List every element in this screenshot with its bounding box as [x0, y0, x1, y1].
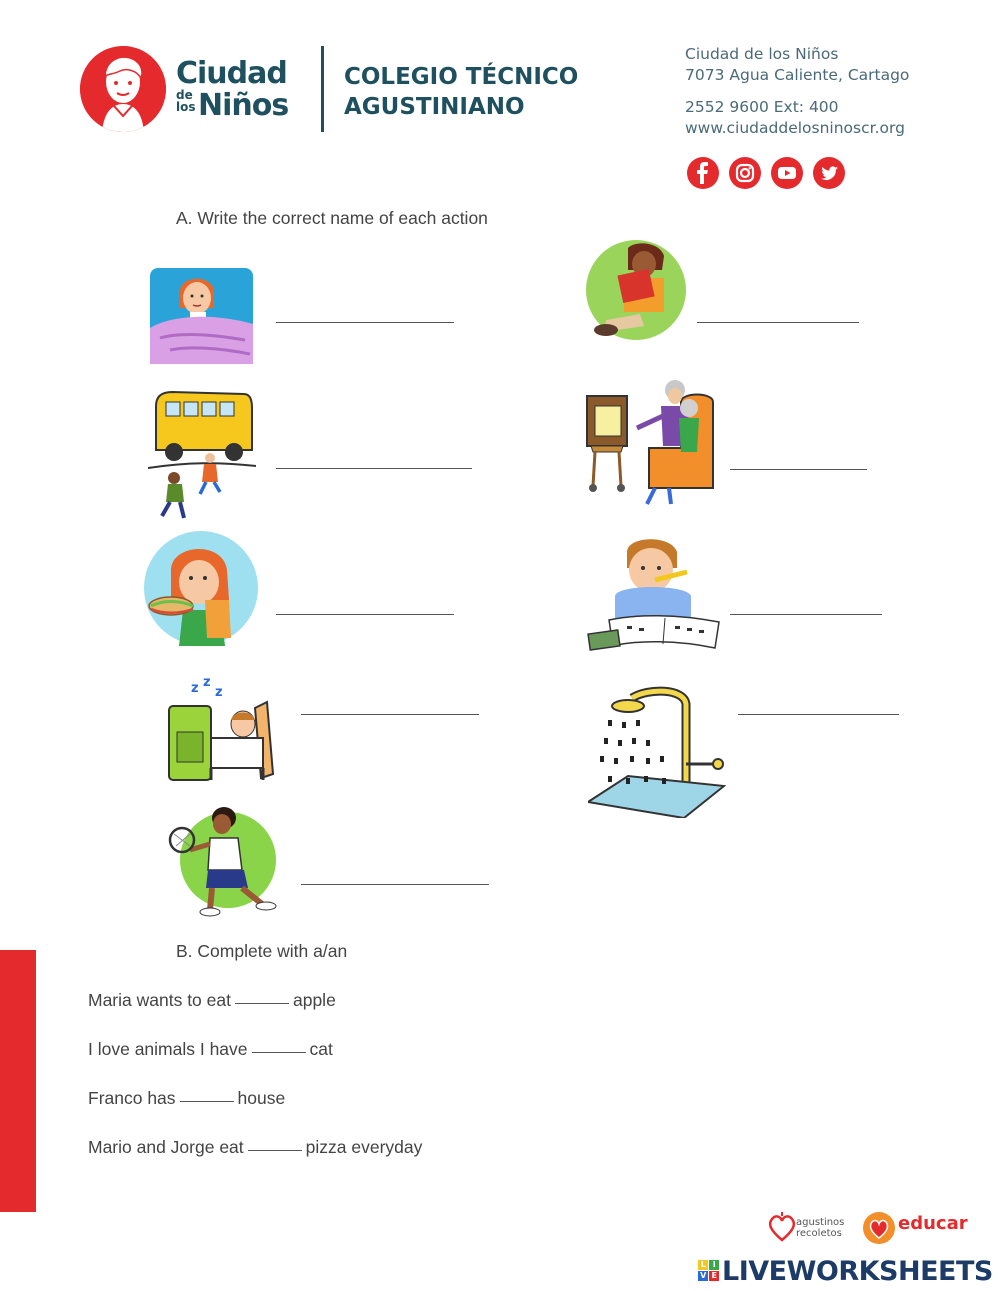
svg-text:z: z — [215, 685, 223, 700]
instagram-icon[interactable] — [729, 157, 761, 189]
answer-blank-4[interactable] — [730, 469, 867, 470]
answer-blank-5[interactable] — [276, 614, 454, 615]
brand-name-line1: Ciudad — [176, 56, 287, 91]
girl-tennis-image — [166, 804, 280, 918]
contact-name: Ciudad de los Niños — [685, 45, 839, 63]
fill-blank-4[interactable] — [248, 1150, 302, 1151]
answer-blank-8[interactable] — [738, 714, 899, 715]
header-divider — [321, 46, 324, 132]
brand-de-text: de — [176, 88, 193, 102]
answer-blank-7[interactable] — [301, 714, 479, 715]
family-watching-tv-image — [585, 376, 717, 506]
contact-info — [685, 44, 909, 139]
section-b-heading: B. Complete with a/an — [176, 941, 348, 961]
educar-text: educar — [898, 1213, 968, 1234]
liveworksheets-box-icon: L I V E — [698, 1260, 720, 1282]
sentence-3 — [88, 1088, 285, 1109]
brand-logo — [80, 46, 166, 132]
contact-phone: 2552 9600 Ext: 400 — [685, 98, 839, 116]
section-a-heading: A. Write the correct name of each action — [176, 208, 488, 228]
fill-blank-3[interactable] — [180, 1101, 234, 1102]
sentence-3-before: Franco has — [88, 1088, 176, 1108]
school-name-line2: AGUSTINIANO — [344, 94, 525, 120]
answer-blank-3[interactable] — [276, 468, 472, 469]
girl-waking-up-image — [150, 268, 253, 364]
svg-text:z: z — [191, 681, 199, 696]
answer-blank-1[interactable] — [276, 322, 454, 323]
sentence-2-after: cat — [309, 1039, 333, 1059]
educar-logo-icon — [863, 1212, 895, 1244]
sentence-3-after: house — [237, 1088, 286, 1108]
sentence-1-before: Maria wants to eat — [88, 990, 231, 1010]
liveworksheets-logo — [698, 1256, 993, 1287]
school-bus-image — [148, 386, 256, 522]
shower-image — [588, 684, 726, 818]
boy-homework-image — [587, 532, 723, 656]
sentence-1 — [88, 990, 336, 1011]
agustinos-line2: recoletos — [796, 1228, 842, 1239]
side-accent-bar — [0, 950, 36, 1212]
answer-blank-9[interactable] — [301, 884, 489, 885]
contact-address: 7073 Agua Caliente, Cartago — [685, 66, 910, 84]
svg-text:z: z — [203, 675, 211, 690]
heart-icon — [768, 1212, 796, 1242]
sentence-2 — [88, 1039, 333, 1060]
sentence-4 — [88, 1137, 422, 1158]
school-name-line1: COLEGIO TÉCNICO — [344, 64, 579, 90]
youtube-icon[interactable] — [771, 157, 803, 189]
answer-blank-6[interactable] — [730, 614, 882, 615]
boy-face-icon — [80, 46, 166, 132]
facebook-icon[interactable] — [687, 157, 719, 189]
contact-website[interactable]: www.ciudaddelosninoscr.org — [685, 119, 905, 137]
fill-blank-1[interactable] — [235, 1003, 289, 1004]
liveworksheets-text: LIVEWORKSHEETS — [722, 1256, 993, 1287]
girl-reading-image — [584, 240, 688, 340]
twitter-icon[interactable] — [813, 157, 845, 189]
sentence-2-before: I love animals I have — [88, 1039, 248, 1059]
brand-name-de — [176, 89, 198, 113]
sentence-4-after: pizza everyday — [305, 1137, 423, 1157]
sentence-1-after: apple — [292, 990, 336, 1010]
answer-blank-2[interactable] — [697, 322, 859, 323]
agustinos-line1: agustinos — [796, 1217, 845, 1228]
sentence-4-before: Mario and Jorge eat — [88, 1137, 244, 1157]
girl-eating-sandwich-image — [143, 530, 259, 646]
brand-los-text: los — [176, 100, 196, 114]
fill-blank-2[interactable] — [252, 1052, 306, 1053]
child-sleeping-image — [163, 674, 277, 782]
brand-name-line2: Niños — [198, 88, 289, 123]
